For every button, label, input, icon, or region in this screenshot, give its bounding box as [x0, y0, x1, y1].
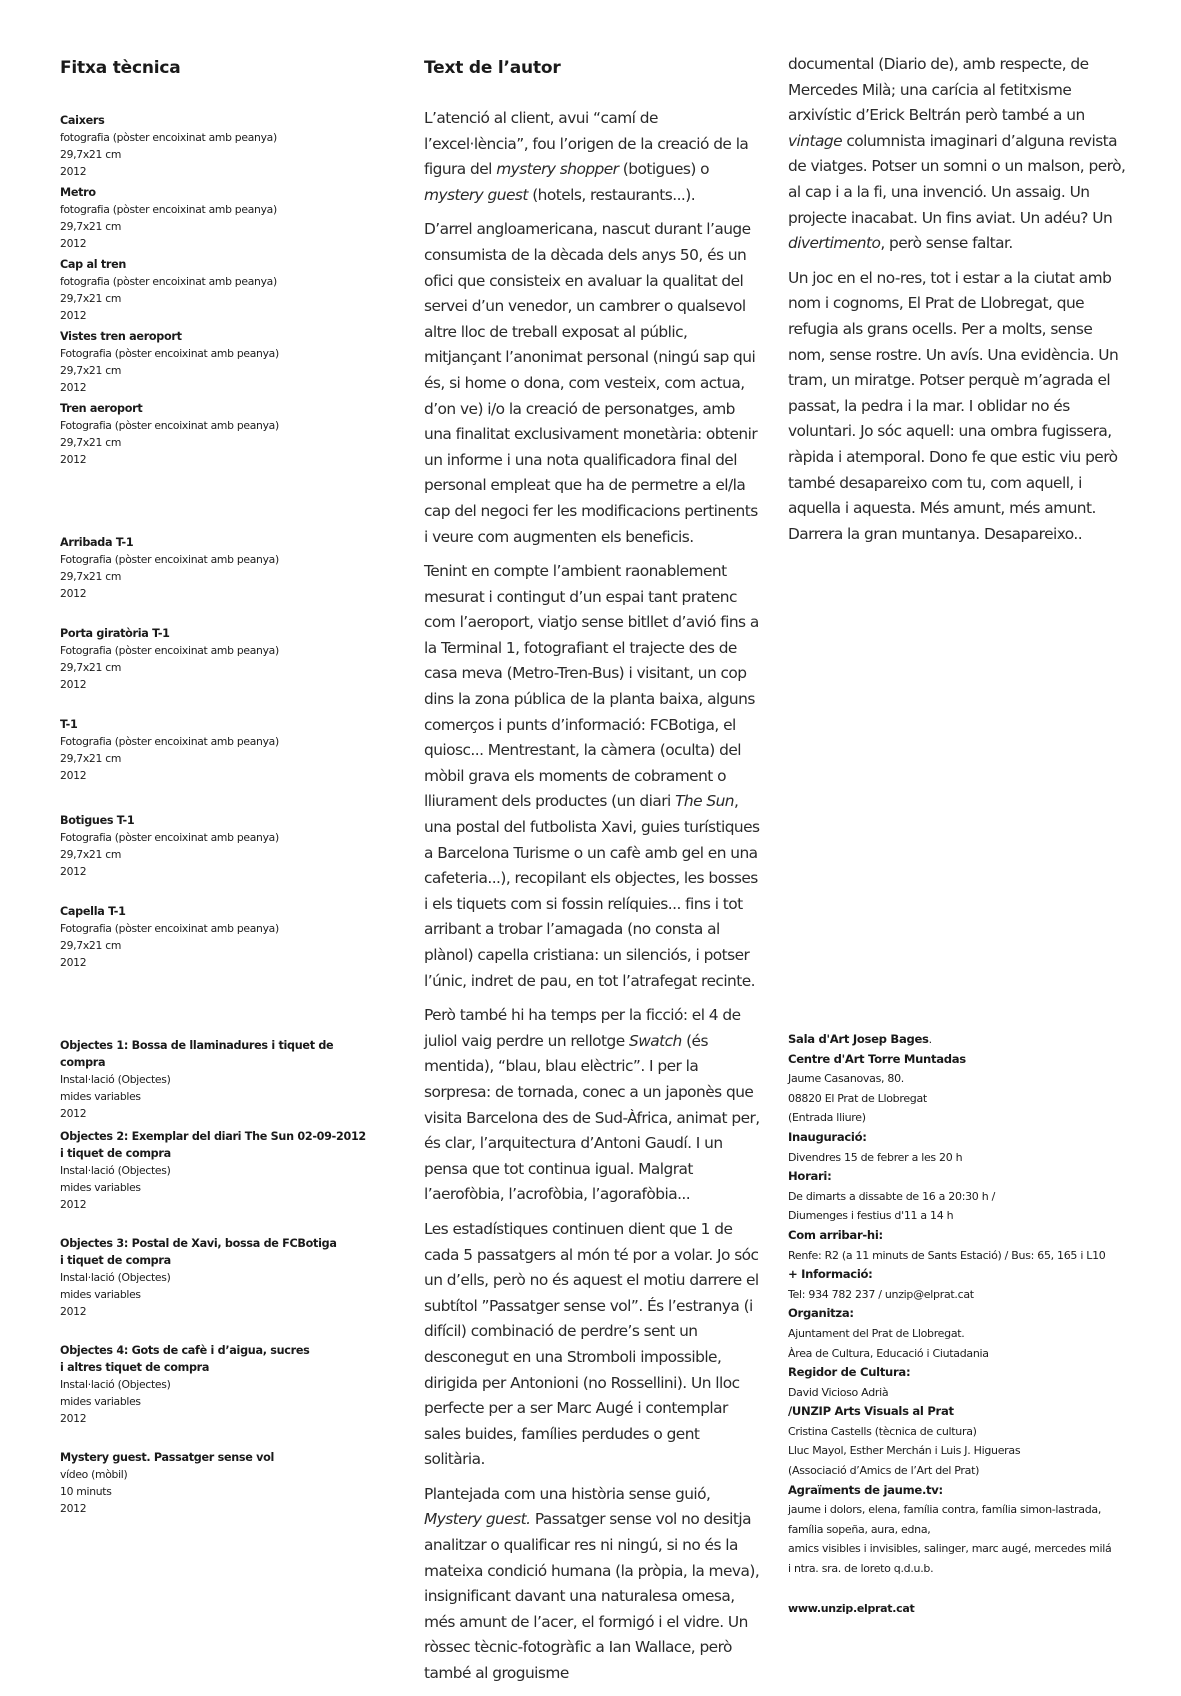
work-medium: Fotografia (pòster encoixinat amb peanya) [60, 735, 279, 748]
work-title-line: T-1 [60, 718, 78, 731]
paragraph [424, 559, 764, 994]
info-value [788, 1187, 1111, 1207]
work-entry [60, 184, 277, 252]
info-text: Com arribar-hi: [788, 1227, 883, 1242]
info-text: Horari: [788, 1169, 832, 1184]
paragraph [424, 1003, 764, 1208]
info-text: Diumenges i festius d'11 a 14 h [788, 1209, 954, 1223]
work-medium: Instal·lació (Objectes) [60, 1271, 171, 1284]
work-medium: fotografia (pòster encoixinat amb peanya) [60, 203, 277, 216]
info-value [788, 1539, 1111, 1559]
info-text: família sopeña, aura, edna, [788, 1522, 931, 1536]
italic-text: vintage [788, 131, 842, 150]
work-title [60, 812, 279, 829]
info-text: Organitza: [788, 1306, 854, 1321]
info-label [788, 1402, 1111, 1422]
text-run: (botigues) o [618, 160, 710, 179]
work-year: 2012 [60, 587, 87, 600]
work-medium: Fotografia (pòster encoixinat amb peanya) [60, 553, 279, 566]
work-size: 29,7x21 cm [60, 436, 122, 449]
work-title-line: Metro [60, 186, 96, 199]
info-text: i ntra. sra. de loreto q.d.u.b. [788, 1562, 934, 1576]
work-medium: Fotografia (pòster encoixinat amb peanya) [60, 347, 279, 360]
work-entry [60, 1235, 337, 1320]
text-run: Plantejada com una història sense guió, [424, 1484, 711, 1503]
work-year: 2012 [60, 1198, 87, 1211]
paragraph [788, 266, 1128, 548]
info-text: Centre d'Art Torre Muntadas [788, 1051, 966, 1066]
info-text: David Vicioso Adrià [788, 1385, 889, 1399]
work-entry [60, 1342, 309, 1427]
exhibition-info [788, 1030, 1111, 1618]
info-value [788, 1069, 1111, 1089]
work-entry [60, 812, 279, 880]
info-value [788, 1461, 1111, 1481]
italic-text: Mystery guest. [424, 1510, 531, 1529]
info-text: Renfe: R2 (a 11 minuts de Sants Estació) / Bus: 65, 165 i L10 [788, 1248, 1106, 1262]
work-title [60, 903, 279, 920]
info-value [788, 1285, 1111, 1305]
work-year: 2012 [60, 1107, 87, 1120]
info-text: Tel: 934 782 237 / unzip@elprat.cat [788, 1287, 974, 1301]
work-title [60, 534, 279, 551]
work-entry [60, 112, 277, 180]
italic-text: Swatch [629, 1031, 682, 1050]
work-medium: vídeo (mòbil) [60, 1468, 128, 1481]
work-year: 2012 [60, 381, 87, 394]
info-label [788, 1030, 1111, 1050]
work-entry [60, 716, 279, 784]
text-run: D’arrel angloamericana, nascut durant l’auge consumista de la dècada dels anys 50, és un ofici que consisteix en avaluar la qualitat del servei d’un venedor, un cambrer o qualsevol altre lloc de treball exposat al públic, mitjançant l’anonimat personal (ningú sap qui és, si home o dona, com vesteix, com actua, d’on ve) i/o la creació de personatges, amb una finalitat exclusivament monetària: obtenir un informe i una nota qualificadora final del personal empleat que ha de permetre a el/la cap del negoci fer les modificacions pertinents i veure com augmenten els beneficis. [424, 220, 758, 546]
work-title [60, 1342, 309, 1376]
paragraph [424, 1482, 764, 1687]
italic-text: The Sun [675, 792, 735, 811]
work-size: 10 minuts [60, 1485, 112, 1498]
info-label [788, 1128, 1111, 1148]
info-text: Regidor de Cultura: [788, 1365, 911, 1380]
work-size: 29,7x21 cm [60, 148, 122, 161]
info-text: Sala d'Art Josep Bages [788, 1032, 929, 1046]
info-label [788, 1050, 1111, 1070]
work-title-line: Tren aeroport [60, 402, 143, 415]
work-title-line: Caixers [60, 114, 105, 127]
paragraph [424, 106, 764, 208]
info-text: Cristina Castells (tècnica de cultura) [788, 1424, 977, 1438]
work-medium: Instal·lació (Objectes) [60, 1164, 171, 1177]
work-medium: Fotografia (pòster encoixinat amb peanya) [60, 419, 279, 432]
info-suffix: . [928, 1033, 932, 1046]
info-text: jaume i dolors, elena, família contra, família simon-lastrada, [788, 1503, 1102, 1517]
work-title [60, 1037, 370, 1071]
work-size: mides variables [60, 1090, 141, 1103]
work-title [60, 1235, 337, 1269]
work-title-line: Capella T-1 [60, 905, 126, 918]
info-text: + Informació: [788, 1267, 873, 1282]
info-text: (Associació d’Amics de l’Art del Prat) [788, 1464, 980, 1478]
text-run: (hotels, restaurants...). [527, 185, 696, 204]
info-value [788, 1246, 1111, 1266]
text-run: Però també hi ha temps per la ficció: el 4 de juliol vaig perdre un rellotge [424, 1006, 741, 1050]
info-text: amics visibles i invisibles, salinger, marc augé, mercedes milá [788, 1542, 1112, 1556]
info-text: Ajuntament del Prat de Llobregat. [788, 1326, 965, 1340]
paragraph [788, 52, 1128, 257]
work-title-line: Arribada T-1 [60, 536, 134, 549]
work-size: 29,7x21 cm [60, 292, 122, 305]
technical-sheet-heading: Fitxa tècnica [60, 58, 181, 78]
info-text: 08820 El Prat de Llobregat [788, 1091, 927, 1105]
work-size: mides variables [60, 1181, 141, 1194]
text-run: Tenint en compte l’ambient raonablement mesurat i contingut d’un espai tant pratenc com l’aeroport, viatjo sense bitllet d’avió fins a la Terminal 1, fotografiant el trajecte des de casa meva (Metro-Tren-Bus) i visitant, un cop dins la zona pública de la planta baixa, alguns comerços i punts d’informació: FCBotiga, el quiosc... Mentrestant, la càmera (oculta) del mòbil grava els moments de cobrament o lliurament dels productes (un diari [424, 562, 759, 811]
work-medium: Instal·lació (Objectes) [60, 1073, 171, 1086]
text-run: L’atenció al client, avui “camí de l’excel·lència”, fou l’origen de la creació de la figura del [424, 109, 749, 179]
work-title [60, 112, 277, 129]
work-entry [60, 1128, 366, 1213]
work-entry [60, 400, 279, 468]
info-value [788, 1089, 1111, 1109]
work-title-line: Objectes 2: Exemplar del diari The Sun 02-09-2012 [60, 1130, 366, 1143]
info-text: Divendres 15 de febrer a les 20 h [788, 1150, 963, 1164]
work-title-line: Objectes 4: Gots de cafè i d’aigua, sucres [60, 1344, 310, 1357]
work-entry [60, 1449, 274, 1517]
author-text-body [424, 106, 764, 1696]
author-text-heading: Text de l’autor [424, 58, 561, 78]
work-entry [60, 1037, 370, 1122]
work-year: 2012 [60, 165, 87, 178]
work-year: 2012 [60, 237, 87, 250]
work-title-line: Mystery guest. Passatger sense vol [60, 1451, 275, 1464]
text-run: Un joc en el no-res, tot i estar a la ciutat amb nom i cognoms, El Prat de Llobregat, que refugia als grans ocells. Per a molts, sense nom, sense rostre. Un avís. Una evidència. Un tram, un miratge. Potser perquè m’agrada el passat, la pedra i la mar. I oblidar no és voluntari. Jo sóc aquell: una ombra fugissera, ràpida i atemporal. Dono fe que estic viu però també desapareixo com tu, com aquell, i aquella i aquesta. Més amunt, més amunt. Darrera la gran muntanya. Desapareixo.. [788, 268, 1119, 543]
text-run: , però sense faltar. [880, 234, 1013, 253]
work-title [60, 716, 279, 733]
info-value [788, 1108, 1111, 1128]
work-size: 29,7x21 cm [60, 364, 122, 377]
work-year: 2012 [60, 865, 87, 878]
work-medium: fotografia (pòster encoixinat amb peanya) [60, 131, 277, 144]
work-title-line: Porta giratòria T-1 [60, 627, 170, 640]
work-title-line: i tiquet de compra [60, 1147, 171, 1160]
info-text: /UNZIP Arts Visuals al Prat [788, 1404, 954, 1419]
info-label [788, 1481, 1111, 1501]
work-entry [60, 625, 279, 693]
work-year: 2012 [60, 678, 87, 691]
info-label [788, 1167, 1111, 1187]
work-year: 2012 [60, 453, 87, 466]
info-value [788, 1559, 1111, 1579]
info-label [788, 1226, 1111, 1246]
work-size: mides variables [60, 1395, 141, 1408]
work-title-line: Objectes 1: Bossa de llaminadures i tiquet de compra [60, 1039, 334, 1069]
work-year: 2012 [60, 1502, 87, 1515]
work-medium: Fotografia (pòster encoixinat amb peanya) [60, 922, 279, 935]
work-medium: Fotografia (pòster encoixinat amb peanya) [60, 644, 279, 657]
work-title-line: i altres tiquet de compra [60, 1361, 210, 1374]
work-size: 29,7x21 cm [60, 570, 122, 583]
work-title [60, 1128, 366, 1162]
info-label [788, 1265, 1111, 1285]
info-text: Agraïments de jaume.tv: [788, 1482, 943, 1497]
paragraph [424, 1217, 764, 1473]
website-link[interactable]: www.unzip.elprat.cat [788, 1601, 915, 1615]
italic-text: mystery guest [424, 185, 528, 204]
work-year: 2012 [60, 769, 87, 782]
info-value [788, 1520, 1111, 1540]
italic-text: divertimento [788, 234, 881, 253]
work-title [60, 256, 277, 273]
text-run: columnista imaginari d’alguna revista de viatges. Potser un somni o un malson, però, al cap i a la fi, una invenció. Un assaig. Un projecte inacabat. Un fins aviat. Un adéu? Un [788, 131, 1126, 227]
work-year: 2012 [60, 1305, 87, 1318]
info-value [788, 1344, 1111, 1364]
work-year: 2012 [60, 1412, 87, 1425]
work-title [60, 400, 279, 417]
continuation-text-body [788, 52, 1128, 556]
work-size: 29,7x21 cm [60, 752, 122, 765]
text-run: (és mentida), “blau, blau elèctric”. I per la sorpresa: de tornada, conec a un japonès que visita Barcelona des de Sud-Àfrica, animat per, és clar, l’arquitectura d’Antoni Gaudí. I un pensa que tot continua igual. Malgrat l’aerofòbia, l’acrofòbia, l’agorafòbia... [424, 1031, 760, 1204]
text-run: documental (Diario de), amb respecte, de Mercedes Milà; una carícia al fetitxisme arxivístic d’Erick Beltrán però també a un [788, 55, 1089, 125]
italic-text: mystery shopper [496, 160, 619, 179]
work-title-line: Cap al tren [60, 258, 127, 271]
text-run: Les estadístiques continuen dient que 1 de cada 5 passatgers al món té por a volar. Jo sóc un d’ells, però no és aquest el motiu darrere el subtítol ”Passatger sense vol”. És l’estranya (i difícil) combinació de perdre’s sent un desconegut en una Stromboli impossible, dirigida per Antonioni (no Rossellini). Un lloc perfecte per a ser Marc Augé i contemplar sales buides, famílies perdudes o gent solitària. [424, 1219, 759, 1469]
work-medium: Instal·lació (Objectes) [60, 1378, 171, 1391]
info-text: (Entrada lliure) [788, 1111, 866, 1125]
work-title [60, 1449, 274, 1466]
work-title [60, 328, 279, 345]
work-year: 2012 [60, 956, 87, 969]
info-value [788, 1324, 1111, 1344]
work-entry [60, 328, 279, 396]
work-title [60, 625, 279, 642]
work-size: 29,7x21 cm [60, 939, 122, 952]
work-medium: fotografia (pòster encoixinat amb peanya) [60, 275, 277, 288]
work-medium: Fotografia (pòster encoixinat amb peanya) [60, 831, 279, 844]
work-size: 29,7x21 cm [60, 220, 122, 233]
text-run: , una postal del futbolista Xavi, guies turístiques a Barcelona Turisme o un cafè amb gel en una cafeteria...), recopilant els objectes, les bosses i els tiquets com si fossin relíquies... fins i tot arribant a trobar l’amagada (no consta al plànol) capella cristiana: un silenciós, i potser l’únic, indret de pau, en tot l’atrafegat recinte. [424, 792, 760, 990]
paragraph [424, 217, 764, 550]
work-title-line: Vistes tren aeroport [60, 330, 182, 343]
info-value [788, 1500, 1111, 1520]
work-entry [60, 534, 279, 602]
info-label [788, 1363, 1111, 1383]
info-value [788, 1383, 1111, 1403]
work-entry [60, 903, 279, 971]
work-title-line: Botigues T-1 [60, 814, 135, 827]
info-text: Inauguració: [788, 1129, 867, 1144]
info-text: Àrea de Cultura, Educació i Ciutadania [788, 1346, 989, 1360]
work-year: 2012 [60, 309, 87, 322]
info-text: Jaume Casanovas, 80. [788, 1072, 904, 1086]
work-size: 29,7x21 cm [60, 848, 122, 861]
info-value [788, 1148, 1111, 1168]
info-label [788, 1304, 1111, 1324]
info-text: De dimarts a dissabte de 16 a 20:30 h / [788, 1189, 995, 1203]
info-text: Lluc Mayol, Esther Merchán i Luis J. Higueras [788, 1444, 1021, 1458]
info-value [788, 1206, 1111, 1226]
text-run: Passatger sense vol no desitja analitzar o qualificar res ni ningú, si no és la mateixa condició humana (la pròpia, la meva), insignificant davant una naturalesa omesa, més amunt de l’acer, el formigó i el vidre. Un ròssec tècnic-fotogràfic a Ian Wallace, però també al groguisme [424, 1510, 760, 1683]
work-size: mides variables [60, 1288, 141, 1301]
work-entry [60, 256, 277, 324]
work-title [60, 184, 277, 201]
work-title-line: Objectes 3: Postal de Xavi, bossa de FCBotiga [60, 1237, 337, 1250]
info-value [788, 1422, 1111, 1442]
info-value [788, 1441, 1111, 1461]
work-title-line: i tiquet de compra [60, 1254, 171, 1267]
work-size: 29,7x21 cm [60, 661, 122, 674]
